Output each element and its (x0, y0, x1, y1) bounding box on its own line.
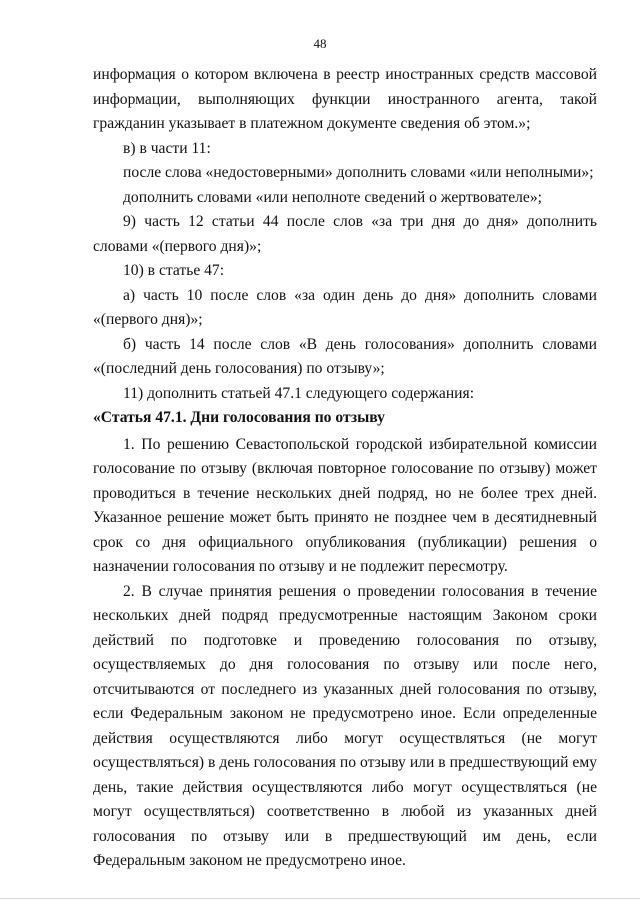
paragraph-12: 2. В случае принятия решения о проведении голосования в течение нескольких дней подряд предусмотренные настоящим Законом сроки действий по подготовке и проведению голосования по отзыву, осуществляемых до дня голосования по отзыву или после него, отсчитываются от последнего из указанных дней голосования по отзыву, если Федеральным законом не предусмотрено иное. Если определенные действия осуществляются либо могут осуществляться (не могут осуществляться) в день голосования по отзыву или в предшествующий ему день, такие действия осуществляются либо могут осуществляться (не могут осуществляться) соответственно в любой из указанных дней голосования по отзыву или в предшествующий им день, если Федеральным законом не предусмотрено иное. (93, 582, 597, 869)
paragraph-4: дополнить словами «или неполноте сведений о жертвователе»; (123, 188, 542, 206)
document-body (93, 63, 597, 874)
paragraph-2: в) в части 11: (123, 139, 211, 157)
paragraph-5: 9) часть 12 статьи 44 после слов «за три дня до дня» дополнить словами «(первого дня)»; (93, 213, 597, 255)
paragraph-11: 1. По решению Севастопольской городской избирательной комиссии голосование по отзыву (включая повторное голосование по отзыву) может проводиться в течение нескольких дней подряд, но не более трех дней. Указанное решение может быть принято не позднее чем в десятидневный срок со дня официального опубликования (публикации) решения о назначении голосования по отзыву и не подлежит пересмотру. (93, 435, 597, 575)
page-number: 48 (313, 36, 327, 51)
paragraph-6: 10) в статье 47: (123, 262, 225, 279)
scan-bottom-edge (0, 898, 640, 899)
paragraph-9: 11) дополнить статьей 47.1 следующего содержания: (123, 384, 475, 402)
article-heading: «Статья 47.1. Дни голосования по отзыву (93, 409, 385, 426)
paragraph-7: а) часть 10 после слов «за один день до дня» дополнить словами «(первого дня)»; (93, 286, 597, 328)
paragraph-3: после слова «недостоверными» дополнить словами «или неполными»; (123, 164, 594, 181)
paragraph-8: б) часть 14 после слов «В день голосования» дополнить словами «(последний день голосования) по отзыву»; (93, 335, 597, 377)
paragraph-1: информация о котором включена в реестр иностранных средств массовой информации, выполняющих функции иностранного агента, такой гражданин указывает в платежном документе сведения об этом.»; (93, 66, 597, 132)
